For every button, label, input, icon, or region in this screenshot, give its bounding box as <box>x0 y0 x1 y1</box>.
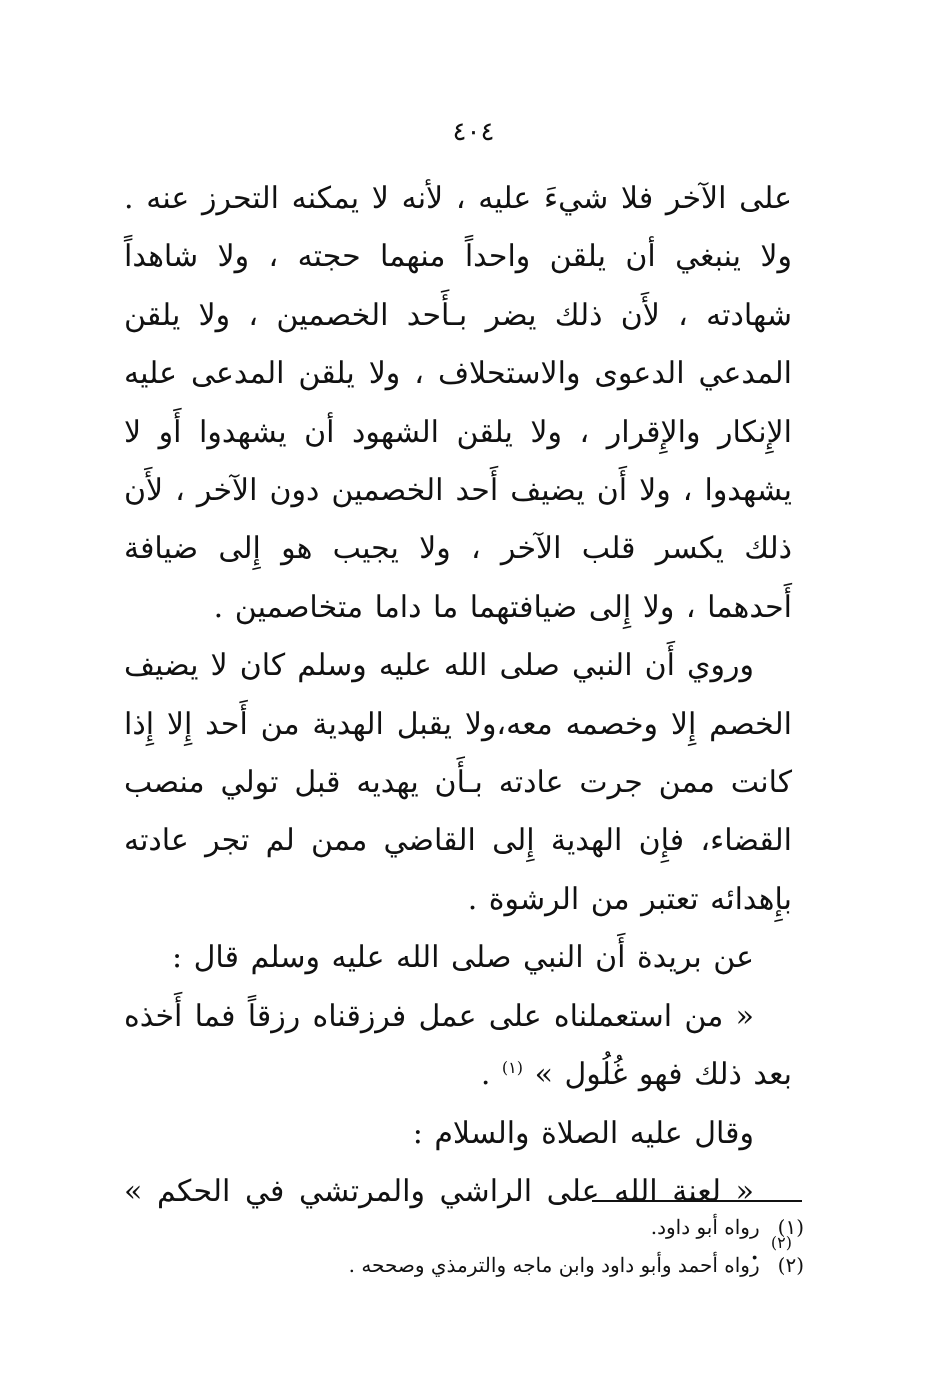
hadith-1-text: « من استعملناه على عمل فرزقناه رزقاً فما أَخذه بعد ذلك فهو غُلُول » <box>124 998 792 1093</box>
footnote-divider <box>592 1200 802 1202</box>
paragraph-3: عن بريدة أَن النبي صلى الله عليه وسلم قال : <box>171 940 754 976</box>
page-number: ٤٠٤ <box>452 117 495 147</box>
footnotes <box>124 1208 804 1284</box>
footnote-number: (١) <box>777 1215 804 1239</box>
footnote-text: رواه أبو داود. <box>650 1215 760 1239</box>
hadith-1-end: . <box>480 1057 502 1093</box>
hadith-2-end: . <box>749 1232 771 1268</box>
footnote-reference-1: (١) <box>501 1058 524 1078</box>
footnote-1 <box>124 1208 804 1246</box>
paragraph-2: وروي أَن النبي صلى الله عليه وسلم كان لا يضيف الخصم إِلا وخصمه معه،ولا يقبل الهدية من أَحد إِلا إِذا كانت ممن جرت عادته بـأَن يهديه قبل تولي منصب القضاء، فإِن الهدية إِلى القاضي ممن لم تجر عادته بإِهدائه تعتبر من الرشوة . <box>124 648 792 917</box>
footnote-text: رواه أحمد وأبو داود وابن ماجه والترمذي وصححه . <box>348 1253 760 1277</box>
footnote-reference-2: (٢) <box>770 1233 792 1253</box>
hadith-1 <box>124 988 792 1105</box>
hadith-2-text: « لعنة الله على الراشي والمرتشي في الحكم » <box>124 1173 754 1209</box>
paragraph-5: وقال عليه الصلاة والسلام : <box>412 1115 754 1151</box>
footnote-2 <box>124 1246 804 1284</box>
main-text <box>124 170 792 1280</box>
paragraph-1: على الآخر فلا شيءَ عليه ، لأنه لا يمكنه التحرز عنه . ولا ينبغي أن يلقن واحداً منهما حجته ، ولا شاهداً شهادته ، لأَن ذلك يضر بـأَحد الخصمين ، ولا يلقن المدعي الدعوى والاستحلاف ، ولا يلقن المدعى عليه الإِنكار والإِقرار ، ولا يلقن الشهود أن يشهدوا أَو لا يشهدوا ، ولا أَن يضيف أَحد الخصمين دون الآخر ، لأَن ذلك يكسر قلب الآخر ، ولا يجيب هو إِلى ضيافة أَحدهما ، ولا إِلى ضيافتهما ما داما متخاصمين . <box>124 181 792 625</box>
footnote-number: (٢) <box>777 1253 804 1277</box>
